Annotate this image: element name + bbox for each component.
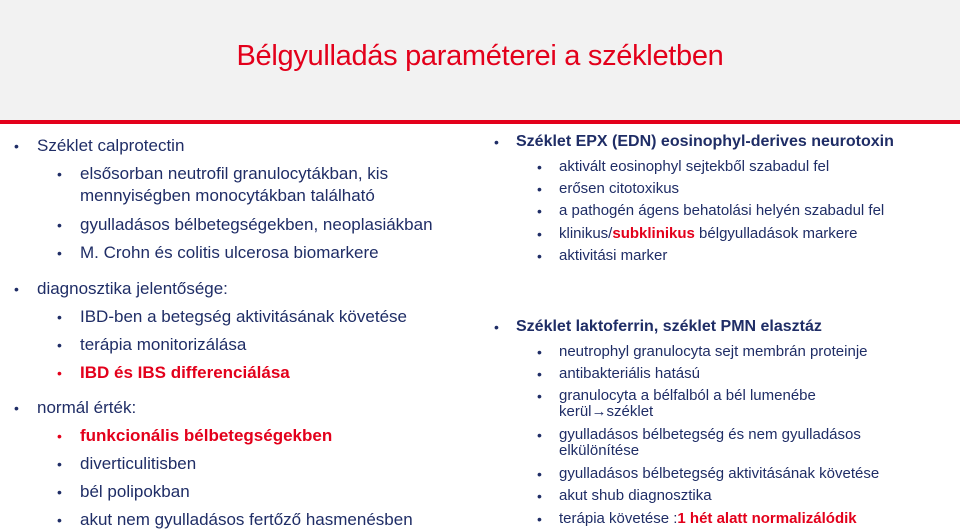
- slide-title: Bélgyulladás paraméterei a székletben: [236, 40, 724, 72]
- bullet-icon: •: [14, 281, 19, 297]
- bullet-icon: •: [537, 226, 542, 242]
- bullet-icon: •: [57, 337, 62, 353]
- bullet-icon: •: [537, 203, 542, 219]
- bullet-icon: •: [494, 319, 499, 335]
- bullet-icon: •: [537, 427, 542, 443]
- bullet-icon: •: [537, 388, 542, 404]
- bullet-icon: •: [537, 181, 542, 197]
- bullet-icon: •: [537, 344, 542, 360]
- bullet-icon: •: [57, 484, 62, 500]
- title-accent-bar: [0, 120, 960, 124]
- bullet-icon: •: [57, 456, 62, 472]
- bullet-icon: •: [57, 428, 62, 444]
- bullet-icon: •: [57, 309, 62, 325]
- bullet-icon: •: [57, 365, 62, 381]
- bullet-icon: •: [14, 138, 19, 154]
- bullet-icon: •: [537, 159, 542, 175]
- arrow-right-icon: →: [591, 403, 607, 420]
- bullet-icon: •: [537, 466, 542, 482]
- bullet-icon: •: [57, 512, 62, 528]
- bullet-icon: •: [14, 400, 19, 416]
- bullet-icon: •: [537, 511, 542, 527]
- bullet-icon: •: [57, 245, 62, 261]
- bullet-icon: •: [494, 134, 499, 150]
- bullet-icon: •: [537, 248, 542, 264]
- bullet-icon: •: [57, 166, 62, 182]
- bullet-icon: •: [537, 488, 542, 504]
- bullet-icon: •: [57, 217, 62, 233]
- bullet-icon: •: [537, 366, 542, 382]
